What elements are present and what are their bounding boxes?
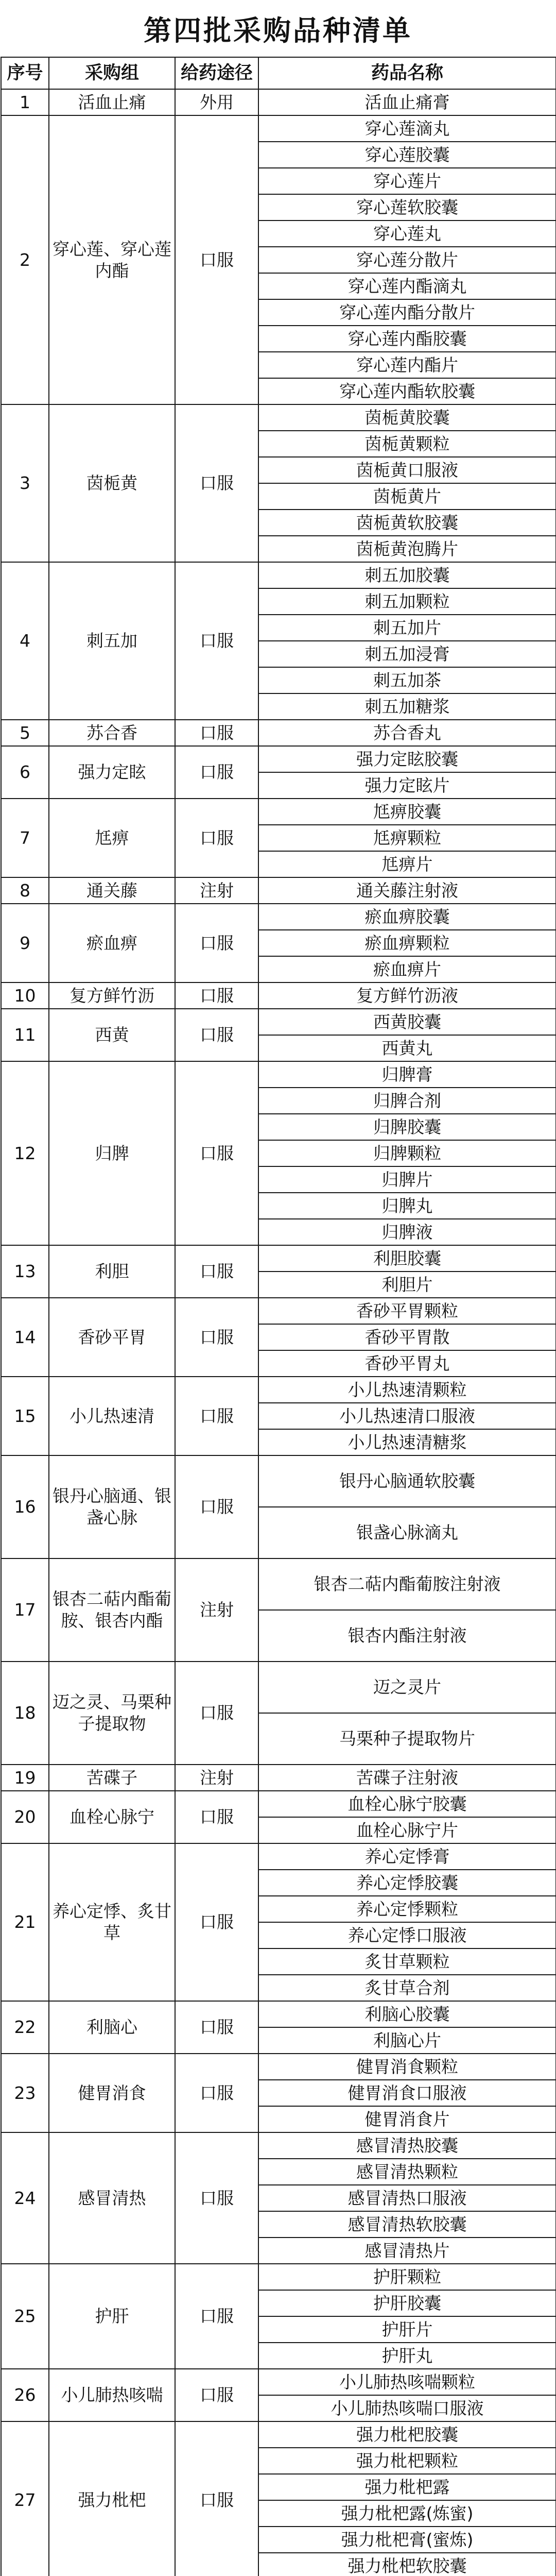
table-row bbox=[1, 799, 556, 825]
cell-route: 外用 bbox=[175, 89, 258, 115]
cell-drug-name: 穿心莲滴丸 bbox=[258, 115, 556, 142]
cell-drug-name: 小儿热速清颗粒 bbox=[258, 1377, 556, 1403]
cell-drug-name: 归脾液 bbox=[258, 1219, 556, 1245]
cell-group: 银丹心脑通、银盏心脉 bbox=[49, 1455, 175, 1558]
cell-drug-name: 瘀血痹片 bbox=[258, 956, 556, 982]
cell-group: 茵栀黄 bbox=[49, 404, 175, 562]
cell-drug-name: 感冒清热胶囊 bbox=[258, 2132, 556, 2159]
header-group: 采购组 bbox=[49, 57, 175, 89]
table-row bbox=[1, 746, 556, 772]
cell-drug-name: 利胆片 bbox=[258, 1272, 556, 1298]
cell-route: 口服 bbox=[175, 1009, 258, 1061]
cell-group: 养心定悸、炙甘草 bbox=[49, 1843, 175, 2001]
cell-drug-name: 香砂平胃散 bbox=[258, 1324, 556, 1350]
cell-drug-name: 迈之灵片 bbox=[258, 1662, 556, 1713]
cell-drug-name: 通关藤注射液 bbox=[258, 877, 556, 904]
cell-drug-name: 茵栀黄片 bbox=[258, 483, 556, 510]
cell-no: 3 bbox=[1, 404, 49, 562]
table-row bbox=[1, 1791, 556, 1817]
table-row bbox=[1, 1061, 556, 1088]
cell-drug-name: 炙甘草颗粒 bbox=[258, 1948, 556, 1975]
cell-route: 口服 bbox=[175, 1061, 258, 1245]
cell-drug-name: 银杏二萜内酯葡胺注射液 bbox=[258, 1558, 556, 1610]
cell-drug-name: 马栗种子提取物片 bbox=[258, 1713, 556, 1765]
cell-route: 注射 bbox=[175, 1765, 258, 1791]
table-row bbox=[1, 562, 556, 588]
table-row bbox=[1, 89, 556, 115]
cell-drug-name: 穿心莲软胶囊 bbox=[258, 194, 556, 221]
cell-route: 口服 bbox=[175, 982, 258, 1009]
cell-group: 通关藤 bbox=[49, 877, 175, 904]
cell-drug-name: 血栓心脉宁片 bbox=[258, 1817, 556, 1843]
cell-route: 口服 bbox=[175, 1662, 258, 1765]
cell-no: 20 bbox=[1, 1791, 49, 1843]
table-row bbox=[1, 1843, 556, 1870]
cell-drug-name: 苦碟子注射液 bbox=[258, 1765, 556, 1791]
cell-drug-name: 茵栀黄泡腾片 bbox=[258, 536, 556, 562]
cell-drug-name: 穿心莲内酯分散片 bbox=[258, 299, 556, 326]
cell-drug-name: 复方鲜竹沥液 bbox=[258, 982, 556, 1009]
cell-route: 口服 bbox=[175, 746, 258, 799]
cell-drug-name: 穿心莲分散片 bbox=[258, 247, 556, 273]
cell-drug-name: 强力枇杷膏(蜜炼) bbox=[258, 2527, 556, 2553]
cell-drug-name: 香砂平胃丸 bbox=[258, 1350, 556, 1377]
cell-drug-name: 刺五加片 bbox=[258, 615, 556, 641]
cell-drug-name: 归脾片 bbox=[258, 1166, 556, 1193]
cell-no: 19 bbox=[1, 1765, 49, 1791]
cell-route: 口服 bbox=[175, 799, 258, 877]
cell-drug-name: 血栓心脉宁胶囊 bbox=[258, 1791, 556, 1817]
cell-drug-name: 强力枇杷颗粒 bbox=[258, 2448, 556, 2474]
table-row bbox=[1, 2369, 556, 2395]
table-row bbox=[1, 1455, 556, 1507]
cell-drug-name: 感冒清热片 bbox=[258, 2238, 556, 2264]
cell-route: 口服 bbox=[175, 1245, 258, 1298]
cell-route: 口服 bbox=[175, 720, 258, 746]
table-row bbox=[1, 1558, 556, 1610]
cell-group: 苏合香 bbox=[49, 720, 175, 746]
cell-no: 22 bbox=[1, 2001, 49, 2054]
cell-drug-name: 养心定悸颗粒 bbox=[258, 1896, 556, 1922]
cell-drug-name: 感冒清热口服液 bbox=[258, 2185, 556, 2211]
cell-route: 注射 bbox=[175, 877, 258, 904]
cell-no: 14 bbox=[1, 1298, 49, 1377]
table-row bbox=[1, 1377, 556, 1403]
cell-drug-name: 刺五加糖浆 bbox=[258, 693, 556, 720]
cell-drug-name: 利脑心片 bbox=[258, 2027, 556, 2054]
cell-no: 25 bbox=[1, 2264, 49, 2369]
cell-route: 口服 bbox=[175, 1455, 258, 1558]
cell-group: 瘀血痹 bbox=[49, 904, 175, 982]
cell-drug-name: 护肝胶囊 bbox=[258, 2290, 556, 2316]
cell-drug-name: 归脾胶囊 bbox=[258, 1114, 556, 1140]
cell-group: 健胃消食 bbox=[49, 2054, 175, 2132]
cell-drug-name: 归脾丸 bbox=[258, 1193, 556, 1219]
table-header-row bbox=[1, 57, 556, 89]
cell-no: 8 bbox=[1, 877, 49, 904]
cell-drug-name: 银杏内酯注射液 bbox=[258, 1610, 556, 1662]
cell-drug-name: 尪痹颗粒 bbox=[258, 825, 556, 851]
cell-drug-name: 养心定悸口服液 bbox=[258, 1922, 556, 1948]
cell-no: 2 bbox=[1, 115, 49, 404]
cell-no: 16 bbox=[1, 1455, 49, 1558]
cell-drug-name: 西黄丸 bbox=[258, 1035, 556, 1061]
table-row bbox=[1, 1009, 556, 1035]
cell-group: 强力枇杷 bbox=[49, 2421, 175, 2576]
cell-drug-name: 茵栀黄口服液 bbox=[258, 457, 556, 483]
table-row bbox=[1, 877, 556, 904]
header-route: 给药途径 bbox=[175, 57, 258, 89]
table-row bbox=[1, 1298, 556, 1324]
cell-drug-name: 茵栀黄胶囊 bbox=[258, 404, 556, 431]
cell-group: 小儿热速清 bbox=[49, 1377, 175, 1455]
cell-drug-name: 小儿肺热咳喘颗粒 bbox=[258, 2369, 556, 2395]
cell-drug-name: 银丹心脑通软胶囊 bbox=[258, 1455, 556, 1507]
cell-group: 归脾 bbox=[49, 1061, 175, 1245]
cell-drug-name: 刺五加茶 bbox=[258, 667, 556, 693]
cell-no: 27 bbox=[1, 2421, 49, 2576]
cell-route: 口服 bbox=[175, 2421, 258, 2576]
cell-drug-name: 穿心莲丸 bbox=[258, 221, 556, 247]
cell-drug-name: 刺五加颗粒 bbox=[258, 588, 556, 615]
cell-no: 26 bbox=[1, 2369, 49, 2421]
cell-drug-name: 瘀血痹胶囊 bbox=[258, 904, 556, 930]
table-body bbox=[1, 89, 556, 2576]
cell-drug-name: 强力枇杷软胶囊 bbox=[258, 2553, 556, 2576]
cell-drug-name: 养心定悸胶囊 bbox=[258, 1870, 556, 1896]
cell-route: 口服 bbox=[175, 1377, 258, 1455]
cell-drug-name: 强力枇杷胶囊 bbox=[258, 2421, 556, 2448]
cell-drug-name: 穿心莲内酯滴丸 bbox=[258, 273, 556, 299]
cell-drug-name: 利脑心胶囊 bbox=[258, 2001, 556, 2027]
cell-no: 18 bbox=[1, 1662, 49, 1765]
cell-route: 口服 bbox=[175, 2369, 258, 2421]
table-row bbox=[1, 2421, 556, 2448]
cell-route: 口服 bbox=[175, 2054, 258, 2132]
header-drug-name: 药品名称 bbox=[258, 57, 556, 89]
cell-drug-name: 归脾颗粒 bbox=[258, 1140, 556, 1166]
cell-drug-name: 香砂平胃颗粒 bbox=[258, 1298, 556, 1324]
cell-drug-name: 感冒清热软胶囊 bbox=[258, 2211, 556, 2238]
cell-route: 口服 bbox=[175, 1298, 258, 1377]
cell-drug-name: 归脾合剂 bbox=[258, 1088, 556, 1114]
cell-drug-name: 穿心莲片 bbox=[258, 168, 556, 194]
cell-group: 护肝 bbox=[49, 2264, 175, 2369]
cell-drug-name: 刺五加胶囊 bbox=[258, 562, 556, 588]
cell-drug-name: 强力枇杷露(炼蜜) bbox=[258, 2500, 556, 2527]
table-row bbox=[1, 115, 556, 142]
cell-drug-name: 小儿热速清口服液 bbox=[258, 1403, 556, 1429]
cell-drug-name: 穿心莲胶囊 bbox=[258, 142, 556, 168]
cell-no: 13 bbox=[1, 1245, 49, 1298]
cell-group: 感冒清热 bbox=[49, 2132, 175, 2264]
cell-route: 口服 bbox=[175, 904, 258, 982]
cell-route: 口服 bbox=[175, 1791, 258, 1843]
cell-group: 复方鲜竹沥 bbox=[49, 982, 175, 1009]
cell-route: 口服 bbox=[175, 2264, 258, 2369]
drug-list-table bbox=[1, 57, 556, 2576]
table-row bbox=[1, 1245, 556, 1272]
cell-group: 西黄 bbox=[49, 1009, 175, 1061]
cell-drug-name: 穿心莲内酯软胶囊 bbox=[258, 378, 556, 404]
cell-group: 香砂平胃 bbox=[49, 1298, 175, 1377]
cell-no: 5 bbox=[1, 720, 49, 746]
cell-group: 迈之灵、马栗种子提取物 bbox=[49, 1662, 175, 1765]
cell-drug-name: 茵栀黄颗粒 bbox=[258, 431, 556, 457]
cell-route: 口服 bbox=[175, 2132, 258, 2264]
cell-no: 7 bbox=[1, 799, 49, 877]
cell-drug-name: 苏合香丸 bbox=[258, 720, 556, 746]
cell-no: 11 bbox=[1, 1009, 49, 1061]
table-row bbox=[1, 2001, 556, 2027]
cell-group: 尪痹 bbox=[49, 799, 175, 877]
cell-group: 小儿肺热咳喘 bbox=[49, 2369, 175, 2421]
cell-route: 口服 bbox=[175, 1843, 258, 2001]
cell-no: 17 bbox=[1, 1558, 49, 1662]
cell-group: 银杏二萜内酯葡胺、银杏内酯 bbox=[49, 1558, 175, 1662]
cell-group: 穿心莲、穿心莲内酯 bbox=[49, 115, 175, 404]
cell-drug-name: 小儿热速清糖浆 bbox=[258, 1429, 556, 1455]
cell-no: 1 bbox=[1, 89, 49, 115]
cell-drug-name: 强力枇杷露 bbox=[258, 2474, 556, 2500]
cell-no: 10 bbox=[1, 982, 49, 1009]
cell-route: 注射 bbox=[175, 1558, 258, 1662]
cell-drug-name: 强力定眩胶囊 bbox=[258, 746, 556, 772]
cell-drug-name: 强力定眩片 bbox=[258, 772, 556, 799]
cell-drug-name: 健胃消食片 bbox=[258, 2106, 556, 2132]
cell-no: 15 bbox=[1, 1377, 49, 1455]
cell-drug-name: 归脾膏 bbox=[258, 1061, 556, 1088]
cell-drug-name: 穿心莲内酯胶囊 bbox=[258, 326, 556, 352]
cell-no: 12 bbox=[1, 1061, 49, 1245]
cell-drug-name: 养心定悸膏 bbox=[258, 1843, 556, 1870]
cell-no: 21 bbox=[1, 1843, 49, 2001]
cell-group: 苦碟子 bbox=[49, 1765, 175, 1791]
cell-route: 口服 bbox=[175, 115, 258, 404]
table-row bbox=[1, 1662, 556, 1713]
cell-group: 刺五加 bbox=[49, 562, 175, 720]
cell-drug-name: 尪痹片 bbox=[258, 851, 556, 877]
cell-no: 23 bbox=[1, 2054, 49, 2132]
table-row bbox=[1, 2132, 556, 2159]
cell-drug-name: 感冒清热颗粒 bbox=[258, 2159, 556, 2185]
cell-no: 24 bbox=[1, 2132, 49, 2264]
cell-drug-name: 护肝片 bbox=[258, 2316, 556, 2343]
cell-drug-name: 银盏心脉滴丸 bbox=[258, 1507, 556, 1558]
cell-group: 活血止痛 bbox=[49, 89, 175, 115]
cell-drug-name: 穿心莲内酯片 bbox=[258, 352, 556, 378]
cell-drug-name: 活血止痛膏 bbox=[258, 89, 556, 115]
header-no: 序号 bbox=[1, 57, 49, 89]
cell-drug-name: 健胃消食颗粒 bbox=[258, 2054, 556, 2080]
document-title: 第四批采购品种清单 bbox=[144, 14, 412, 47]
cell-drug-name: 小儿肺热咳喘口服液 bbox=[258, 2395, 556, 2421]
cell-group: 利脑心 bbox=[49, 2001, 175, 2054]
cell-drug-name: 西黄胶囊 bbox=[258, 1009, 556, 1035]
cell-route: 口服 bbox=[175, 404, 258, 562]
cell-drug-name: 健胃消食口服液 bbox=[258, 2080, 556, 2106]
cell-drug-name: 炙甘草合剂 bbox=[258, 1975, 556, 2001]
cell-drug-name: 尪痹胶囊 bbox=[258, 799, 556, 825]
cell-no: 9 bbox=[1, 904, 49, 982]
cell-route: 口服 bbox=[175, 562, 258, 720]
cell-drug-name: 刺五加浸膏 bbox=[258, 641, 556, 667]
table-row bbox=[1, 2054, 556, 2080]
cell-group: 强力定眩 bbox=[49, 746, 175, 799]
cell-drug-name: 茵栀黄软胶囊 bbox=[258, 510, 556, 536]
cell-drug-name: 护肝颗粒 bbox=[258, 2264, 556, 2290]
cell-group: 血栓心脉宁 bbox=[49, 1791, 175, 1843]
table-row bbox=[1, 904, 556, 930]
cell-drug-name: 利胆胶囊 bbox=[258, 1245, 556, 1272]
cell-group: 利胆 bbox=[49, 1245, 175, 1298]
table-row bbox=[1, 720, 556, 746]
cell-no: 6 bbox=[1, 746, 49, 799]
cell-route: 口服 bbox=[175, 2001, 258, 2054]
cell-drug-name: 瘀血痹颗粒 bbox=[258, 930, 556, 956]
cell-drug-name: 护肝丸 bbox=[258, 2343, 556, 2369]
table-row bbox=[1, 982, 556, 1009]
table-row bbox=[1, 2264, 556, 2290]
table-row bbox=[1, 1765, 556, 1791]
table-row bbox=[1, 404, 556, 431]
cell-no: 4 bbox=[1, 562, 49, 720]
